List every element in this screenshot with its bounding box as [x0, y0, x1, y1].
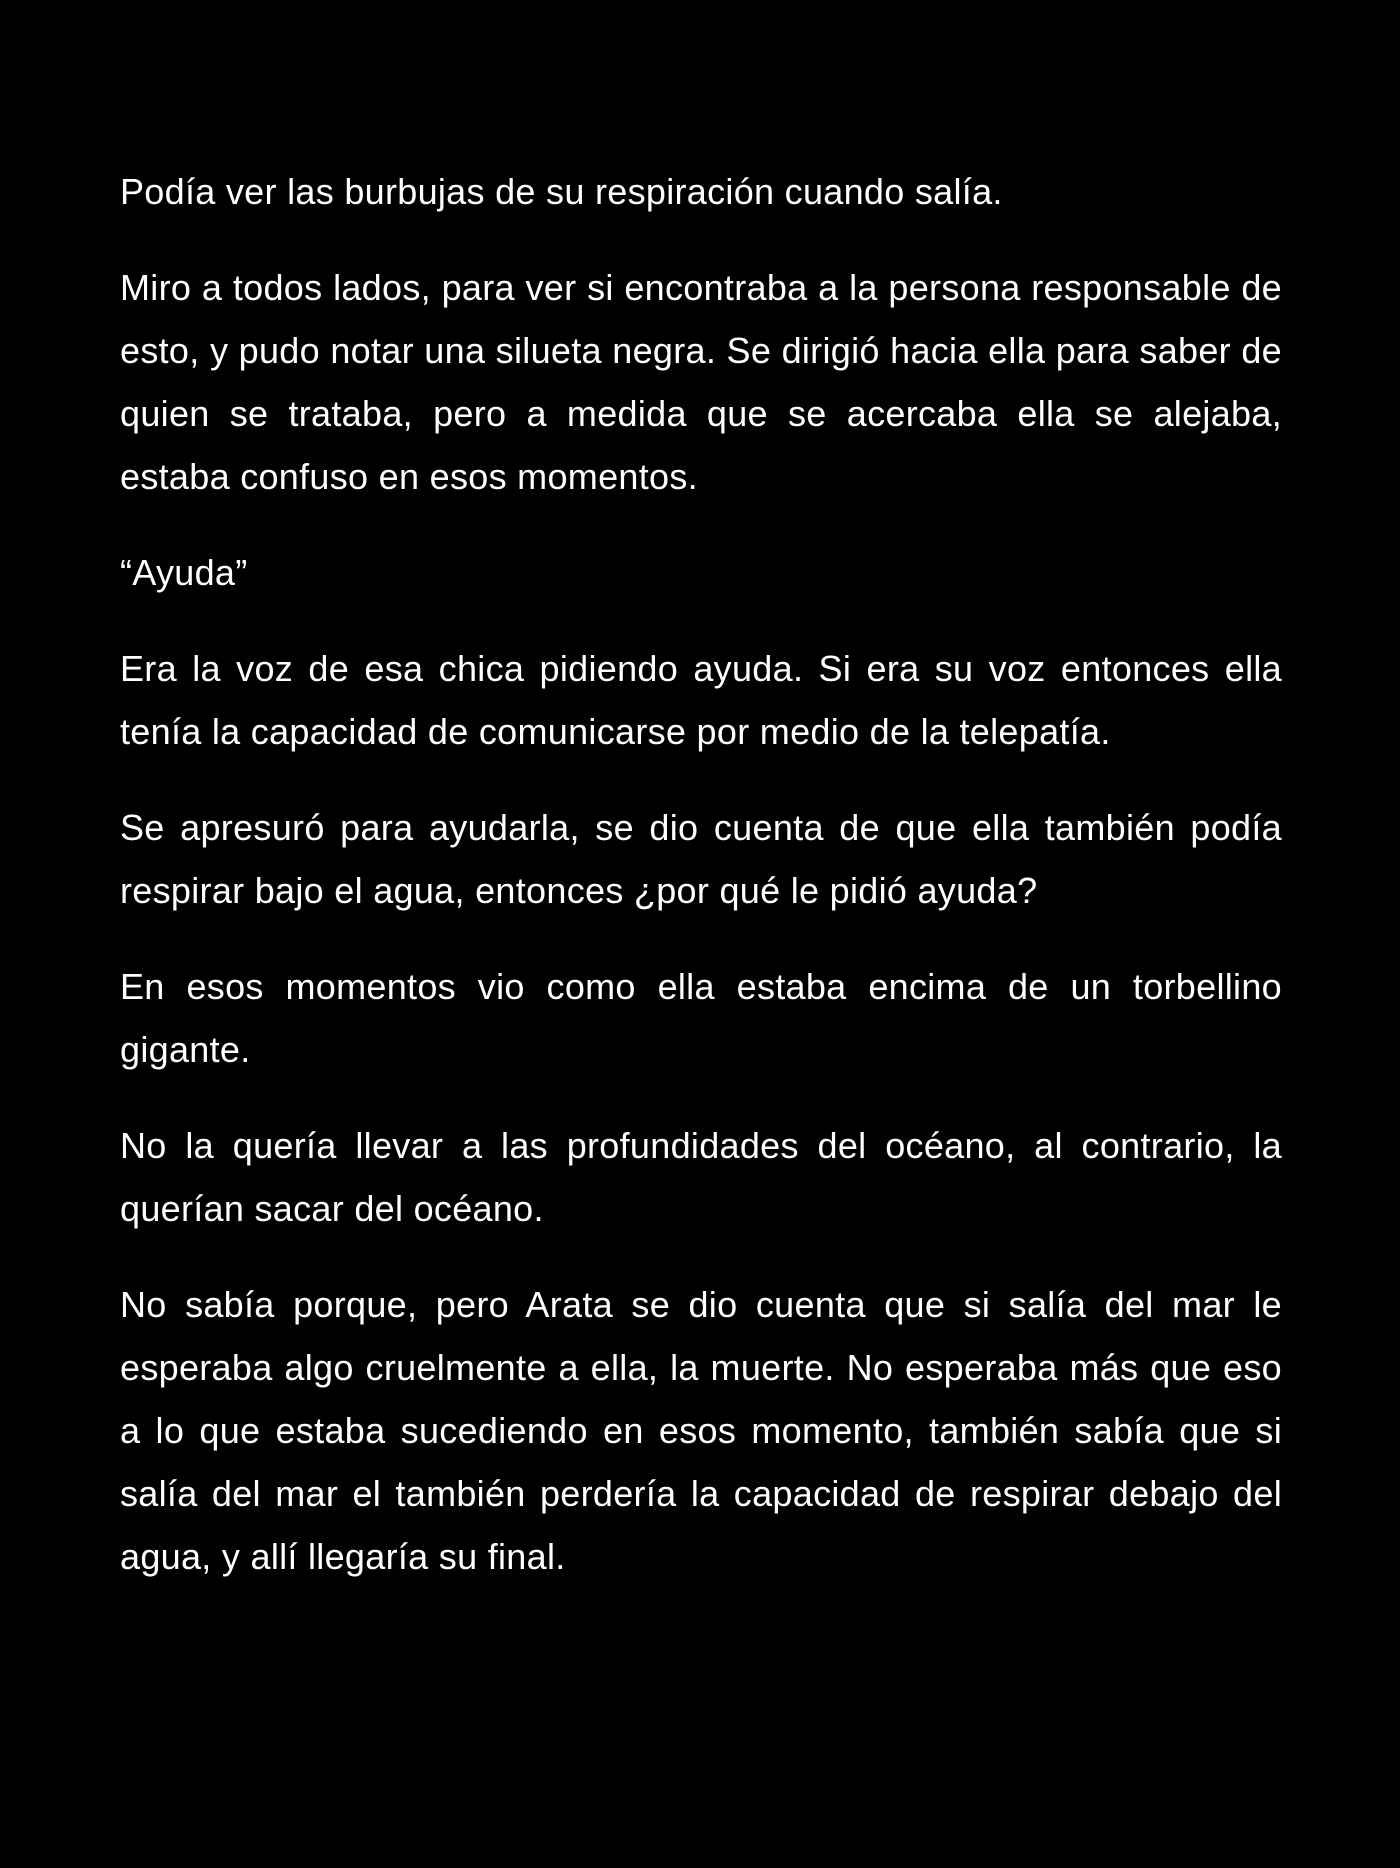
paragraph-6: En esos momentos vio como ella estaba encima de un torbellino gigante.: [120, 966, 1282, 1070]
text-column: [120, 160, 1282, 1621]
paragraph-2: Miro a todos lados, para ver si encontraba a la persona responsable de esto, y pudo notar una silueta negra. Se dirigió hacia ella para saber de quien se trataba, pero a medida que se acercaba ella se alejaba, estaba confuso en esos momentos.: [120, 267, 1282, 497]
paragraph-3: “Ayuda”: [120, 552, 248, 593]
paragraph-5: Se apresuró para ayudarla, se dio cuenta de que ella también podía respirar bajo el agua, entonces ¿por qué le pidió ayuda?: [120, 807, 1282, 911]
paragraph-1: Podía ver las burbujas de su respiración cuando salía.: [120, 171, 1003, 212]
paragraph-8: No sabía porque, pero Arata se dio cuenta que si salía del mar le esperaba algo cruelmente a ella, la muerte. No esperaba más que eso a lo que estaba sucediendo en esos momento, también sabía que si salía del mar el también perdería la capacidad de respirar debajo del agua, y allí llegaría su final.: [120, 1284, 1282, 1577]
paragraph-4: Era la voz de esa chica pidiendo ayuda. Si era su voz entonces ella tenía la capacidad de comunicarse por medio de la telepatía.: [120, 648, 1282, 752]
paragraph-7: No la quería llevar a las profundidades del océano, al contrario, la querían sacar del océano.: [120, 1125, 1282, 1229]
